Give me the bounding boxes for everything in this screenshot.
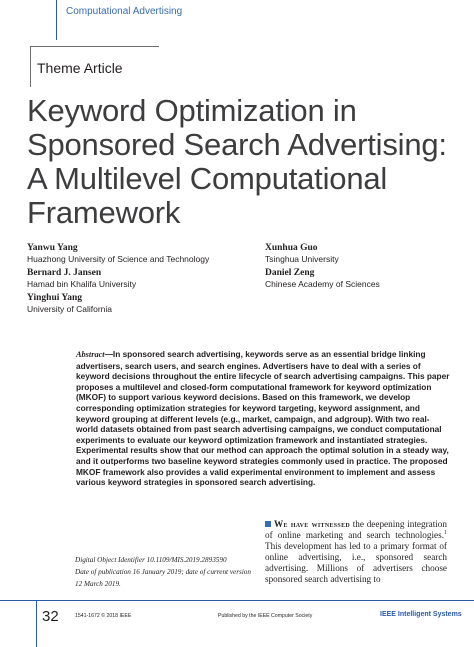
doi-line: Digital Object Identifier 10.1109/MIS.2019.2893590 (75, 556, 227, 564)
author-affiliation: University of California (27, 304, 113, 314)
footer-accent-rule (36, 600, 37, 647)
issn-copyright: 1541-1672 © 2018 IEEE (75, 613, 132, 619)
footnote-ref[interactable]: 1 (444, 529, 447, 536)
body-text-1: the deepening integration of online marketing and search technologies. (265, 519, 447, 540)
author-block (265, 243, 339, 265)
footer-rule (0, 600, 474, 601)
author-name: Yanwu Yang (27, 243, 78, 253)
author-affiliation: Hamad bin Khalifa University (27, 279, 137, 289)
author-block (27, 243, 209, 265)
header-accent-rule (56, 0, 57, 40)
author-name: Bernard J. Jansen (27, 268, 102, 278)
author-block (27, 268, 136, 290)
author-name: Xunhua Guo (265, 243, 318, 253)
page-number: 32 (42, 608, 59, 625)
section-start-marker-icon (265, 521, 271, 527)
body-lead-in: We have witnessed (274, 519, 351, 529)
body-paragraph (265, 519, 447, 585)
author-block (27, 293, 112, 315)
author-affiliation: Chinese Academy of Sciences (265, 279, 380, 289)
author-block (265, 268, 380, 290)
author-name: Yinghui Yang (27, 293, 83, 303)
author-name: Daniel Zeng (265, 268, 315, 278)
author-affiliation: Huazhong University of Science and Technology (27, 254, 210, 264)
doi-block (75, 554, 275, 590)
abstract-lead: Abstract (76, 350, 105, 359)
abstract-text: —In sponsored search advertising, keywords serve as an essential bridge linking advertisers, search users, and search engines. Advertisers have to deal with a series of keyword decisions throughout the entire lifecycle of search advertising campaigns. This paper proposes a multilevel and closed-form computational framework for keyword optimization (MKOF) to support various keyword decisions. Based on this framework, we develop corresponding optimization strategies for keyword targeting, keyword assignment, and keyword grouping at different levels (e.g., market, campaign, and adgroup). With two real-world datasets obtained from past search advertising campaigns, we conduct computational experiments to evaluate our keyword optimization framework and instantiated strategies. Experimental results show that our method can approach the optimal solution in a steady way, and it outperforms two baseline keyword strategies commonly used in practice. The proposed MKOF framework also provides a valid experimental environment to implement and assess various keyword strategies in sponsored search advertising. (76, 349, 450, 488)
abstract (76, 349, 450, 488)
current-version-line: 12 March 2019. (75, 580, 121, 588)
section-label: Computational Advertising (66, 6, 183, 17)
journal-name: IEEE Intelligent Systems (380, 611, 462, 618)
author-affiliation: Tsinghua University (265, 254, 339, 264)
article-title: Keyword Optimization in Sponsored Search Advertising: A Multilevel Computational Framework (27, 93, 447, 230)
theme-article-label: Theme Article (37, 60, 123, 76)
publication-date-line: Date of publication 16 January 2019; date of current version (75, 568, 251, 576)
publisher-note: Published by the IEEE Computer Society (218, 613, 313, 619)
body-text-2: This development has led to a primary format of online advertising, i.e., sponsored search advertising. Millions of advertisers choose sponsored search advertising to (265, 541, 447, 584)
